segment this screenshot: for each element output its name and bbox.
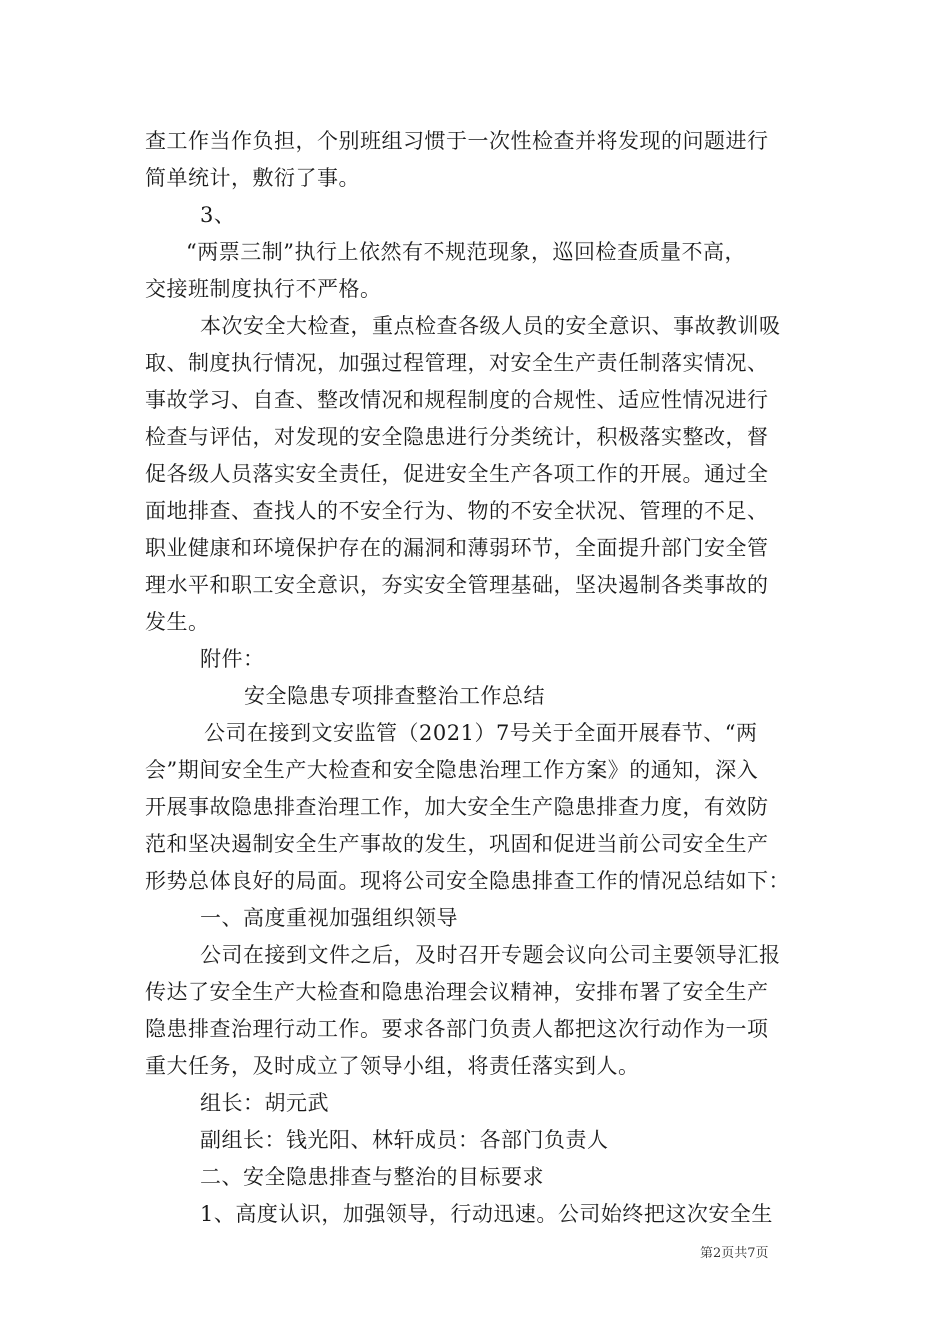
text-line: 本次安全大检查，重点检查各级人员的安全意识、事故教训吸 (200, 314, 781, 338)
text-line: 职业健康和环境保护存在的漏洞和薄弱环节，全面提升部门安全管 (145, 536, 769, 560)
attachment-label: 附件： (200, 647, 265, 671)
heading-1: 一、高度重视加强组织领导 (200, 906, 458, 930)
text-line: 事故学习、自查、整改情况和规程制度的合规性、适应性情况进行 (145, 388, 769, 412)
team-leader: 组长：胡元武 (200, 1091, 329, 1115)
heading-2: 二、安全隐患排查与整治的目标要求 (200, 1165, 544, 1189)
text-line: 公司在接到文件之后，及时召开专题会议向公司主要领导汇报 (200, 943, 781, 967)
text-line: 交接班制度执行不严格。 (145, 277, 382, 301)
text-line: 发生。 (145, 610, 210, 634)
text-line: 面地排查、查找人的不安全行为、物的不安全状况、管理的不足、 (145, 499, 769, 523)
text-line: 促各级人员落实安全责任，促进安全生产各项工作的开展。通过全 (145, 462, 769, 486)
text-line: 检查与评估，对发现的安全隐患进行分类统计，积极落实整改，督 (145, 425, 769, 449)
text-line: 会”期间安全生产大检查和安全隐患治理工作方案》的通知，深入 (145, 758, 759, 782)
text-line: 1、高度认识，加强领导，行动迅速。公司始终把这次安全生 (200, 1202, 773, 1226)
text-line: “两票三制”执行上依然有不规范现象，巡回检查质量不高， (186, 240, 746, 264)
text-line: 形势总体良好的局面。现将公司安全隐患排查工作的情况总结如下： (145, 869, 790, 893)
team-members: 副组长：钱光阳、林轩成员：各部门负责人 (200, 1128, 609, 1152)
text-line: 隐患排查治理行动工作。要求各部门负责人都把这次行动作为一项 (145, 1017, 769, 1041)
text-line: 传达了安全生产大检查和隐患治理会议精神，安排布署了安全生产 (145, 980, 769, 1004)
list-number: 3、 (200, 203, 236, 227)
page-number: 第2页共7页 (700, 1246, 769, 1261)
text-line: 理水平和职工安全意识，夯实安全管理基础，坚决遏制各类事故的 (145, 573, 769, 597)
text-line: 开展事故隐患排查治理工作，加大安全生产隐患排查力度，有效防 (145, 795, 769, 819)
section-title: 安全隐患专项排查整治工作总结 (244, 684, 545, 708)
text-line: 查工作当作负担，个别班组习惯于一次性检查并将发现的问题进行 (145, 129, 769, 153)
text-line: 简单统计，敷衍了事。 (145, 166, 360, 190)
text-line: 取、制度执行情况，加强过程管理，对安全生产责任制落实情况、 (145, 351, 769, 375)
text-line: 公司在接到文安监管（2021）7号关于全面开展春节、“两 (204, 721, 758, 745)
text-line: 范和坚决遏制安全生产事故的发生，巩固和促进当前公司安全生产 (145, 832, 769, 856)
text-line: 重大任务，及时成立了领导小组，将责任落实到人。 (145, 1054, 640, 1078)
